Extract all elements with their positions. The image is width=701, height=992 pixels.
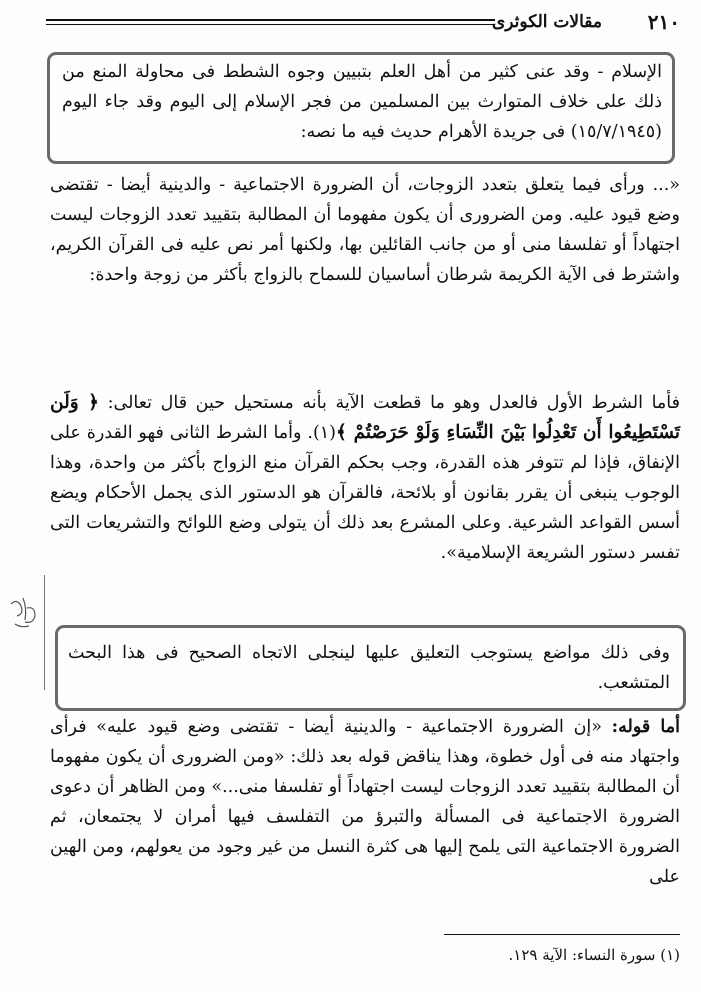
paragraph-response-body: «إن الضرورة الاجتماعية - والدينية أيضا - تقتضى وضع قيود عليه» فرأى واجتهاد منه فى أول خطوة، وهذا يناقض قوله بعد ذلك: «ومن الضرورى أن يكون مفهوما أن المطالبة بتقييد تعدد الزوجات ليست اجتهاداً أو تفلسفا منى...» ومن الظاهر أن دعوى الضرورة الاجتماعية فى المسألة والتبرؤ من التفلسف فيها أمران لا يجتمعان، ثم الضرورة الاجتماعية التى يلمح إليها هى كثرة النسل من غير وجود من يعولهم، ومن الهين على	[50, 717, 680, 887]
paragraph-conditions	[50, 388, 680, 568]
margin-line	[44, 575, 45, 690]
paragraph-conditions-end: . وأما الشرط الثانى فهو القدرة على الإنفاق، فإذا لم تتوفر هذه القدرة، وجب بحكم القرآن منع الزواج بأكثر من واحدة، وهذا الوجوب ينبغى أن يقرر بقانون أو بلائحة، فالقرآن هو الدستور الذى يجمل الأحكام ويضع أسس القواعد الشرعية. وعلى المشرع بعد ذلك أن يتولى وضع اللوائح والتشريعات التى تفسر دستور الشريعة الإسلامية».	[50, 423, 680, 563]
running-title: مقالات الكوثرى	[492, 12, 602, 32]
paragraph-intro: الإسلام - وقد عنى كثير من أهل العلم بتبيين وجوه الشطط فى محاولة المنع من ذلك على خلاف المتوارث بين المسلمين من فجر الإسلام إلى اليوم وقد جاء اليوم (١٥/٧/١٩٤٥) فى جريدة الأهرام حديث فيه ما نصه:	[62, 62, 662, 142]
footnote-rule	[444, 934, 680, 935]
quran-verse: ﴿ وَلَن تَسْتَطِيعُوا أَن تَعْدِلُوا بَيْنَ النِّسَاءِ وَلَوْ حَرَصْتُمْ ﴾	[50, 392, 681, 443]
header-rule	[46, 19, 495, 21]
page-number: ٢١٠	[647, 10, 680, 34]
paragraph-lead: أما قوله:	[611, 717, 680, 737]
header-rule-thin	[46, 24, 495, 25]
paragraph-response	[50, 712, 680, 892]
footnote: (١) سورة النساء: الآية ١٢٩.	[508, 946, 680, 964]
footnote-reference: (١)	[312, 423, 336, 443]
paragraph-quote: «... ورأى فيما يتعلق بتعدد الزوجات، أن الضرورة الاجتماعية - والدينية أيضا - تقتضى وضع قيود عليه. ومن الضرورى أن يكون مفهوما أن المطالبة بتقييد تعدد الزوجات ليست اجتهاداً أو تفلسفا منى أو من جانب القائلين بها، ولكنها أمر نص عليه فى القرآن الكريم، واشترط فى الآية الكريمة شرطان أساسيان للسماح بالزواج بأكثر من زوجة واحدة:	[50, 175, 680, 285]
paragraph-comment: وفى ذلك مواضع يستوجب التعليق عليها لينجلى الاتجاه الصحيح فى هذا البحث المتشعب.	[68, 643, 670, 693]
page-header	[46, 8, 680, 36]
handwritten-margin-mark	[5, 590, 39, 640]
paragraph-conditions-start: فأما الشرط الأول فالعدل وهو ما قطعت الآية بأنه مستحيل حين قال تعالى:	[98, 393, 680, 413]
